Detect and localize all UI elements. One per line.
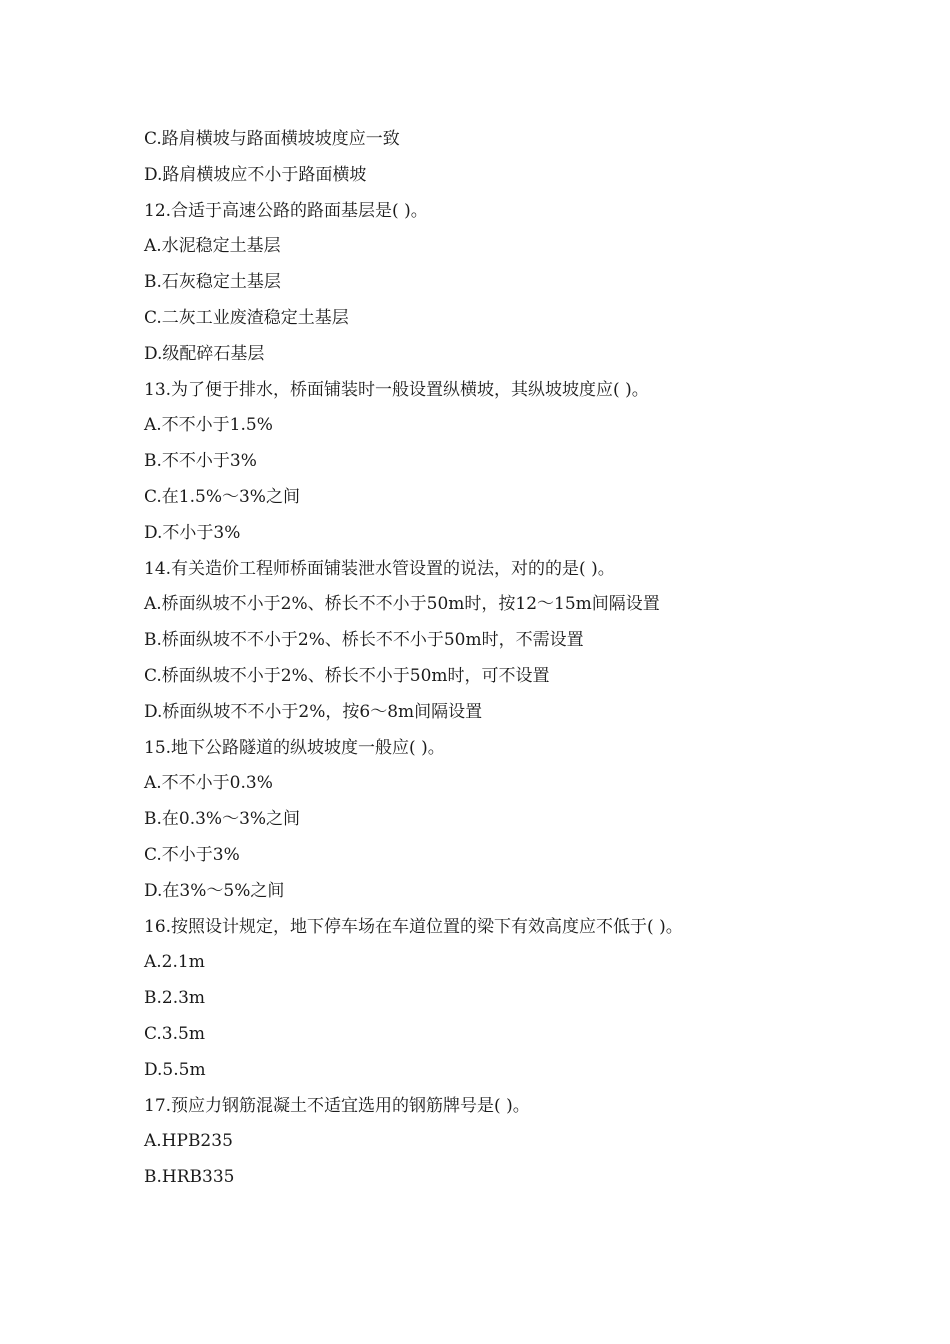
question-stem: 17.预应力钢筋混凝土不适宜选用的钢筋牌号是( )。 — [144, 1095, 530, 1116]
answer-option: B.石灰稳定土基层 — [144, 272, 281, 293]
answer-option: D.路肩横坡应不小于路面横坡 — [144, 164, 367, 185]
question-stem: 14.有关造价工程师桥面铺装泄水管设置的说法，对的的是( )。 — [144, 558, 615, 579]
answer-option: B.HRB335 — [144, 1167, 235, 1188]
answer-option: C.二灰工业废渣稳定土基层 — [144, 307, 349, 328]
answer-option: C.在1.5%～3%之间 — [144, 486, 300, 507]
answer-option: D.在3%～5%之间 — [144, 880, 285, 901]
answer-option: A.HPB235 — [144, 1131, 233, 1152]
answer-option: A.桥面纵坡不小于2%、桥长不不小于50m时，按12～15m间隔设置 — [144, 594, 660, 615]
question-stem: 16.按照设计规定，地下停车场在车道位置的梁下有效高度应不低于( )。 — [144, 916, 683, 937]
question-stem: 12.合适于高速公路的路面基层是( )。 — [144, 200, 428, 221]
answer-option: C.3.5m — [144, 1023, 205, 1044]
answer-option: D.5.5m — [144, 1059, 206, 1080]
answer-option: B.不不小于3% — [144, 451, 257, 472]
answer-option: C.不小于3% — [144, 844, 240, 865]
answer-option: B.2.3m — [144, 988, 206, 1009]
answer-option: A.水泥稳定土基层 — [144, 236, 281, 257]
answer-option: D.桥面纵坡不不小于2%，按6～8m间隔设置 — [144, 701, 483, 722]
answer-option: A.2.1m — [144, 952, 205, 973]
answer-option: D.级配碎石基层 — [144, 343, 265, 364]
question-stem: 15.地下公路隧道的纵坡坡度一般应( )。 — [144, 737, 445, 758]
answer-option: A.不不小于0.3% — [144, 773, 273, 794]
answer-option: C.路肩横坡与路面横坡坡度应一致 — [144, 129, 400, 149]
answer-option: D.不小于3% — [144, 522, 241, 543]
answer-option: B.在0.3%～3%之间 — [144, 809, 301, 830]
question-text — [144, 122, 904, 1196]
answer-option: B.桥面纵坡不不小于2%、桥长不不小于50m时，不需设置 — [144, 630, 584, 651]
answer-option: C.桥面纵坡不小于2%、桥长不小于50m时，可不设置 — [144, 665, 550, 686]
answer-option: A.不不小于1.5% — [144, 415, 273, 436]
question-stem: 13.为了便于排水，桥面铺装时一般设置纵横坡，其纵坡坡度应( )。 — [144, 379, 649, 400]
